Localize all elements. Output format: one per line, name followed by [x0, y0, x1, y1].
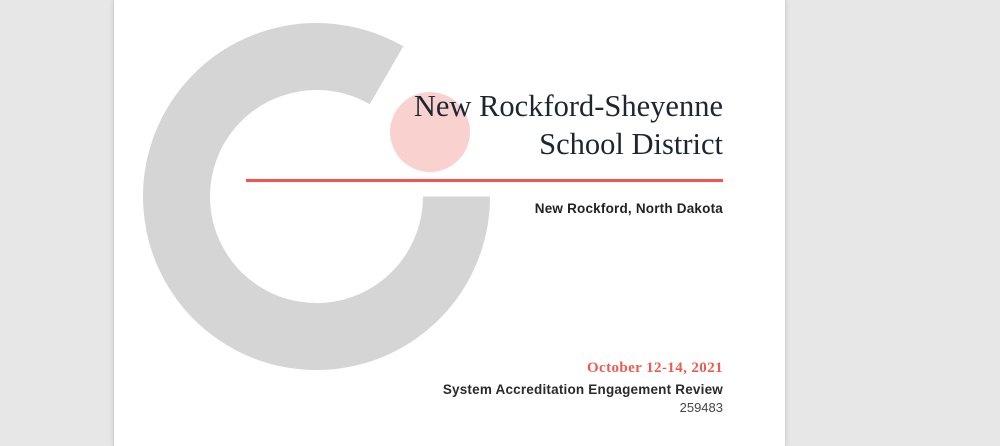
cognia-logo: [114, 0, 785, 446]
location-text: New Rockford, North Dakota: [534, 201, 723, 216]
document-title: [414, 87, 723, 163]
document-title-line1: New Rockford-Sheyenne: [413, 89, 723, 123]
review-date: October 12-14, 2021: [586, 360, 723, 376]
document-page: [113, 0, 786, 446]
document-title-line2: School District: [539, 127, 723, 161]
document-number: 259483: [679, 400, 723, 415]
title-divider-line: [246, 179, 723, 182]
review-type: System Accreditation Engagement Review: [442, 382, 723, 397]
